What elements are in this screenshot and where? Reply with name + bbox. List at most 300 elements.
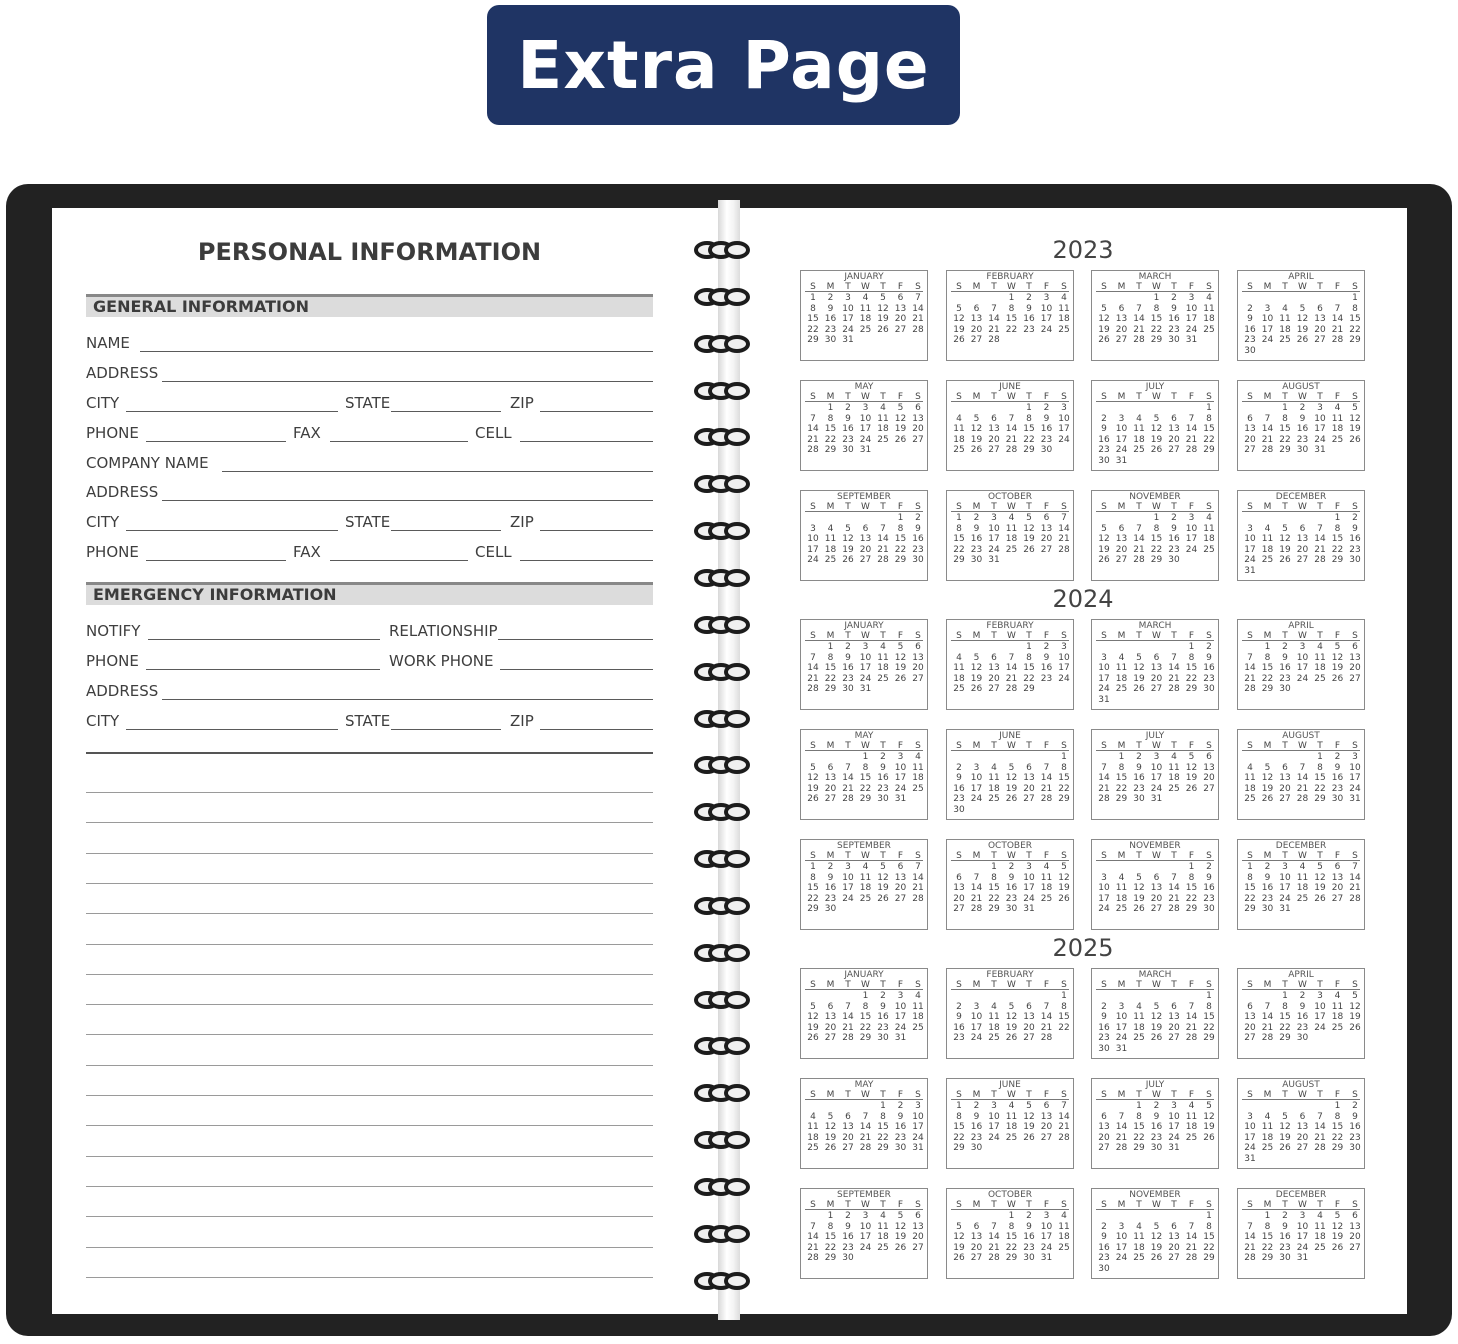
day-number: 3: [1299, 1211, 1306, 1221]
day-number: 22: [1279, 1022, 1291, 1033]
day-number: 4: [1136, 413, 1142, 424]
day-number: 17: [970, 1022, 983, 1033]
spiral-ring: [694, 335, 760, 357]
day-number: 11: [1133, 1232, 1145, 1242]
relationship-line[interactable]: [498, 639, 653, 640]
day-number: 4: [1171, 752, 1177, 762]
day-number: 19: [1185, 773, 1198, 783]
day-number: 5: [1061, 862, 1067, 872]
general-information-heading: [86, 294, 653, 317]
day-number: 30: [1279, 1253, 1291, 1263]
day-number: 1: [956, 513, 962, 523]
day-number: 2: [1008, 862, 1015, 872]
day-number: 15: [859, 773, 872, 783]
day-number: 8: [1153, 523, 1160, 534]
day-number: 3: [1317, 403, 1323, 413]
day-number: 30: [1349, 555, 1361, 565]
day-number: 11: [1331, 413, 1344, 424]
day-number: 26: [807, 794, 819, 804]
fax-label: FAX: [293, 543, 321, 561]
notes-line[interactable]: [86, 792, 653, 793]
day-number: 18: [1331, 1012, 1344, 1022]
day-number: 17: [894, 773, 907, 783]
notes-line[interactable]: [86, 1277, 653, 1278]
month-calendar-december-2025: [1237, 1188, 1365, 1279]
weekday-header: F: [1334, 392, 1341, 402]
day-number: 28: [1261, 1033, 1274, 1043]
phone-line[interactable]: [146, 560, 286, 561]
day-number: 31: [1115, 455, 1128, 466]
day-number: 27: [1150, 684, 1163, 694]
day-number: 13: [1349, 652, 1361, 663]
day-number: 13: [988, 663, 1000, 673]
weekday-header: F: [1188, 282, 1195, 292]
relationship-label: RELATIONSHIP: [389, 622, 498, 640]
day-number: 9: [1171, 523, 1177, 534]
cell-line[interactable]: [520, 560, 653, 561]
weekday-header: S: [1061, 1090, 1067, 1100]
day-number: 5: [1188, 752, 1195, 762]
address-line[interactable]: [162, 699, 653, 700]
company-name-line[interactable]: [222, 471, 653, 472]
day-number: 9: [956, 773, 962, 783]
day-number: 3: [1118, 1221, 1125, 1232]
zip-line[interactable]: [540, 729, 653, 730]
day-number: 5: [1153, 413, 1160, 424]
state-line[interactable]: [391, 729, 501, 730]
weekday-underline: [951, 291, 1069, 292]
day-number: 12: [1349, 413, 1361, 424]
day-number: 22: [894, 544, 907, 555]
day-number: 2: [827, 293, 834, 303]
day-number: 8: [1317, 762, 1323, 773]
spiral-coil: [724, 522, 750, 540]
day-number: 5: [1282, 523, 1288, 534]
day-number: 29: [824, 1253, 837, 1263]
day-number: 25: [1058, 1242, 1070, 1253]
weekday-underline: [1096, 1099, 1214, 1100]
day-number: 11: [1203, 523, 1215, 534]
day-number: 23: [1023, 1242, 1035, 1253]
day-number: 13: [1279, 773, 1291, 783]
day-number: 8: [862, 1001, 869, 1012]
weekday-header: T: [1317, 502, 1323, 512]
day-number: 21: [1296, 783, 1309, 794]
day-number: 17: [1040, 314, 1053, 324]
cell-line[interactable]: [520, 441, 653, 442]
day-number: 21: [1244, 1242, 1256, 1253]
weekday-header: W: [1152, 392, 1161, 402]
zip-line[interactable]: [540, 411, 653, 412]
notes-line[interactable]: [86, 1125, 653, 1126]
day-number: 10: [1261, 314, 1274, 324]
day-number: 11: [807, 1122, 819, 1132]
weekday-header: S: [810, 502, 816, 512]
day-number: 28: [912, 324, 924, 335]
day-number: 3: [1043, 1211, 1050, 1221]
day-number: 3: [973, 762, 980, 773]
month-name: MAY: [854, 1080, 874, 1090]
weekday-header: W: [861, 282, 870, 292]
weekday-header: T: [1171, 1200, 1177, 1210]
weekday-header: T: [991, 502, 997, 512]
state-label: STATE: [345, 394, 391, 412]
day-number: 7: [1188, 1001, 1195, 1012]
weekday-underline: [1242, 640, 1360, 641]
day-number: 22: [1203, 1022, 1215, 1033]
day-number: 25: [1133, 1253, 1145, 1263]
day-number: 6: [1247, 413, 1253, 424]
day-number: 4: [810, 1111, 816, 1122]
day-number: 19: [1349, 424, 1361, 434]
day-number: 14: [807, 663, 819, 673]
day-number: 6: [1171, 1001, 1177, 1012]
name-row[interactable]: [86, 334, 653, 356]
day-number: 18: [988, 783, 1000, 794]
day-number: 21: [1005, 434, 1018, 445]
day-number: 21: [1185, 1022, 1198, 1033]
day-number: 4: [1206, 293, 1212, 303]
phone-row[interactable]: [86, 424, 653, 446]
weekday-header: M: [1263, 851, 1272, 861]
emergency-city-row[interactable]: [86, 712, 653, 734]
day-number: 17: [1349, 773, 1361, 783]
weekday-header: T: [991, 282, 997, 292]
day-number: 27: [1023, 1033, 1035, 1043]
day-number: 18: [1040, 883, 1053, 893]
extra-page-banner: [487, 5, 960, 125]
day-number: 17: [859, 1232, 872, 1242]
day-number: 14: [1040, 1012, 1053, 1022]
day-number: 16: [842, 424, 854, 434]
weekday-header: S: [1206, 282, 1212, 292]
day-number: 19: [894, 424, 907, 434]
notify-line[interactable]: [148, 639, 380, 640]
company-phone-row[interactable]: [86, 543, 653, 565]
day-number: 6: [1043, 1101, 1050, 1111]
day-number: 14: [988, 314, 1000, 324]
day-number: 13: [894, 872, 907, 883]
day-number: 21: [1133, 544, 1145, 555]
day-number: 3: [991, 513, 997, 523]
day-number: 28: [1133, 555, 1145, 565]
weekday-header: F: [1043, 631, 1050, 641]
spiral-ring: [694, 803, 760, 825]
state-line[interactable]: [391, 411, 501, 412]
day-number: 22: [859, 1022, 872, 1033]
day-number: 13: [1115, 534, 1128, 544]
weekday-header: W: [1007, 392, 1016, 402]
day-number: 20: [1098, 1132, 1110, 1143]
day-number: 29: [859, 1033, 872, 1043]
day-number: 12: [1296, 314, 1309, 324]
day-number: 23: [824, 893, 837, 904]
spiral-coil: [724, 663, 750, 681]
day-number: 10: [1279, 872, 1291, 883]
day-number: 24: [1314, 1022, 1326, 1033]
day-number: 15: [807, 314, 819, 324]
company-name-row[interactable]: [86, 454, 653, 476]
weekday-header: T: [1282, 851, 1288, 861]
day-number: 20: [1168, 1022, 1180, 1033]
day-number: 6: [1171, 1221, 1177, 1232]
name-label: NAME: [86, 334, 130, 352]
weekday-header: T: [880, 1090, 886, 1100]
weekday-header: T: [880, 631, 886, 641]
weekday-header: T: [1317, 1090, 1323, 1100]
day-number: 13: [1331, 872, 1344, 883]
day-number: 7: [1043, 1001, 1050, 1012]
day-number: 9: [1247, 314, 1253, 324]
spiral-coil: [724, 569, 750, 587]
notes-line[interactable]: [86, 853, 653, 854]
weekday-header: M: [826, 631, 835, 641]
month-name: JULY: [1145, 731, 1165, 741]
day-number: 8: [1136, 1111, 1142, 1122]
day-number: 16: [1168, 314, 1180, 324]
notes-line[interactable]: [86, 822, 653, 823]
day-number: 3: [897, 752, 904, 762]
weekday-header: F: [897, 741, 904, 751]
fax-line[interactable]: [330, 441, 468, 442]
address-line[interactable]: [162, 381, 653, 382]
address-row[interactable]: [86, 364, 653, 386]
weekday-header: F: [897, 392, 904, 402]
fax-line[interactable]: [330, 560, 468, 561]
day-number: 27: [1314, 335, 1326, 345]
day-number: 5: [956, 303, 962, 314]
day-number: 26: [1005, 794, 1018, 804]
state-line[interactable]: [391, 530, 501, 531]
day-number: 19: [1023, 534, 1035, 544]
day-number: 15: [1331, 534, 1344, 544]
day-number: 12: [807, 773, 819, 783]
day-number: 31: [1314, 445, 1326, 455]
name-line[interactable]: [140, 351, 653, 352]
weekday-header: S: [956, 282, 962, 292]
notes-line[interactable]: [86, 1186, 653, 1187]
weekday-header: S: [810, 980, 816, 990]
weekday-header: S: [1206, 741, 1212, 751]
day-number: 22: [1185, 893, 1198, 904]
day-number: 2: [845, 642, 851, 652]
weekday-header: M: [972, 502, 981, 512]
day-number: 10: [1349, 762, 1361, 773]
day-number: 14: [1115, 1122, 1128, 1132]
month-name: OCTOBER: [987, 492, 1033, 502]
day-number: 30: [1168, 335, 1180, 345]
day-number: 5: [845, 523, 851, 534]
city-line[interactable]: [126, 729, 338, 730]
day-number: 25: [877, 673, 889, 684]
notes-line[interactable]: [86, 1004, 653, 1005]
day-number: 20: [1168, 1242, 1180, 1253]
day-number: 25: [1261, 555, 1274, 565]
day-number: 12: [1331, 1221, 1344, 1232]
day-number: 27: [1098, 1143, 1110, 1153]
notes-line[interactable]: [86, 1216, 653, 1217]
day-number: 17: [1185, 534, 1198, 544]
month-name: AUGUST: [1282, 382, 1320, 392]
day-number: 20: [894, 883, 907, 893]
month-calendar-june-2025: [946, 1078, 1074, 1169]
day-number: 13: [970, 314, 983, 324]
weekday-header: F: [1188, 1090, 1195, 1100]
day-number: 21: [912, 314, 924, 324]
weekday-header: M: [1263, 502, 1272, 512]
day-number: 31: [1279, 904, 1291, 914]
day-number: 25: [1115, 904, 1128, 914]
weekday-header: S: [810, 851, 816, 861]
weekday-header: S: [956, 851, 962, 861]
day-number: 11: [1331, 1001, 1344, 1012]
weekday-header: T: [1171, 392, 1177, 402]
day-number: 13: [912, 413, 924, 424]
day-number: 30: [1349, 1143, 1361, 1153]
day-number: 26: [1296, 335, 1309, 345]
weekday-header: F: [1043, 1090, 1050, 1100]
weekday-underline: [1096, 640, 1214, 641]
weekday-header: S: [1247, 1200, 1253, 1210]
zip-line[interactable]: [540, 530, 653, 531]
day-number: 1: [1334, 1101, 1341, 1111]
month-name: OCTOBER: [987, 841, 1033, 851]
day-number: 5: [827, 1111, 834, 1122]
day-number: 27: [824, 794, 837, 804]
day-number: 24: [1115, 1033, 1128, 1043]
day-number: 9: [1136, 762, 1142, 773]
emergency-address-row[interactable]: [86, 682, 653, 704]
weekday-header: T: [1136, 1090, 1142, 1100]
day-number: 12: [894, 1221, 907, 1232]
notes-line[interactable]: [86, 1065, 653, 1066]
day-number: 3: [1118, 1001, 1125, 1012]
weekday-header: T: [1282, 980, 1288, 990]
phone-line[interactable]: [146, 441, 286, 442]
day-number: 6: [991, 652, 997, 663]
emergency-phone-row[interactable]: [86, 652, 653, 674]
day-number: 15: [1133, 1122, 1145, 1132]
company-city-row[interactable]: [86, 513, 653, 535]
weekday-header: W: [1007, 851, 1016, 861]
day-number: 28: [1005, 445, 1018, 455]
notes-line[interactable]: [86, 883, 653, 884]
company-address-row[interactable]: [86, 483, 653, 505]
day-number: 9: [973, 1111, 980, 1122]
address-line[interactable]: [162, 500, 653, 501]
day-number: 17: [1040, 1232, 1053, 1242]
day-number: 18: [877, 424, 889, 434]
day-number: 3: [862, 642, 869, 652]
day-number: 17: [842, 314, 854, 324]
city-line[interactable]: [126, 411, 338, 412]
zip-label: ZIP: [510, 712, 534, 730]
day-number: 23: [1296, 1022, 1309, 1033]
day-number: 17: [1115, 1022, 1128, 1033]
day-number: 17: [1296, 1232, 1309, 1242]
phone-line[interactable]: [146, 669, 380, 670]
emergency-information-heading: [86, 582, 653, 605]
notes-line[interactable]: [86, 1247, 653, 1248]
day-number: 26: [894, 673, 907, 684]
day-number: 3: [1299, 642, 1306, 652]
weekday-underline: [951, 1209, 1069, 1210]
day-number: 22: [1005, 1242, 1018, 1253]
city-line[interactable]: [126, 530, 338, 531]
notes-line[interactable]: [86, 944, 653, 945]
day-number: 9: [1282, 652, 1288, 663]
day-number: 13: [1314, 314, 1326, 324]
section-label: EMERGENCY INFORMATION: [93, 585, 337, 604]
phone-label: PHONE: [86, 652, 139, 670]
day-number: 11: [877, 413, 889, 424]
work-phone-line[interactable]: [500, 669, 653, 670]
notify-row[interactable]: [86, 622, 653, 644]
day-number: 16: [1203, 663, 1215, 673]
weekday-header: W: [1152, 1090, 1161, 1100]
day-number: 16: [1023, 314, 1035, 324]
weekday-header: M: [826, 1090, 835, 1100]
weekday-header: S: [956, 1090, 962, 1100]
day-number: 25: [859, 324, 872, 335]
month-calendar-february-2023: [946, 270, 1074, 361]
day-number: 23: [1098, 445, 1110, 455]
notes-line[interactable]: [86, 1034, 653, 1035]
weekday-header: W: [861, 1090, 870, 1100]
spiral-coil: [724, 1131, 750, 1149]
day-number: 5: [1153, 1001, 1160, 1012]
day-number: 23: [1279, 1242, 1291, 1253]
day-number: 7: [810, 1221, 816, 1232]
day-number: 11: [1314, 652, 1326, 663]
month-name: SEPTEMBER: [837, 492, 891, 502]
day-number: 21: [1058, 1122, 1070, 1132]
notes-line[interactable]: [86, 1156, 653, 1157]
month-calendar-november-2025: [1091, 1188, 1219, 1279]
notes-line[interactable]: [86, 1095, 653, 1096]
weekday-header: T: [1282, 502, 1288, 512]
weekday-header: T: [1171, 980, 1177, 990]
notes-line[interactable]: [86, 913, 653, 914]
day-number: 6: [897, 293, 904, 303]
day-number: 5: [1153, 1221, 1160, 1232]
day-number: 26: [1023, 1132, 1035, 1143]
day-number: 24: [894, 1022, 907, 1033]
day-number: 15: [953, 1122, 965, 1132]
weekday-header: T: [880, 851, 886, 861]
day-number: 11: [1296, 872, 1309, 883]
notes-line[interactable]: [86, 974, 653, 975]
notify-label: NOTIFY: [86, 622, 141, 640]
weekday-header: T: [880, 980, 886, 990]
day-number: 10: [1150, 762, 1163, 773]
spiral-ring: [694, 1131, 760, 1153]
day-number: 8: [810, 872, 816, 883]
weekday-header: S: [1352, 282, 1358, 292]
day-number: 22: [859, 783, 872, 794]
weekday-header: S: [915, 631, 921, 641]
day-number: 5: [1026, 513, 1032, 523]
day-number: 20: [1150, 893, 1163, 904]
weekday-header: S: [1247, 741, 1253, 751]
day-number: 27: [1349, 1242, 1361, 1253]
day-number: 25: [1168, 783, 1180, 794]
city-row[interactable]: [86, 394, 653, 416]
day-number: 8: [1061, 762, 1067, 773]
day-number: 8: [1008, 303, 1015, 314]
day-number: 8: [1206, 413, 1212, 424]
day-number: 6: [1026, 762, 1032, 773]
